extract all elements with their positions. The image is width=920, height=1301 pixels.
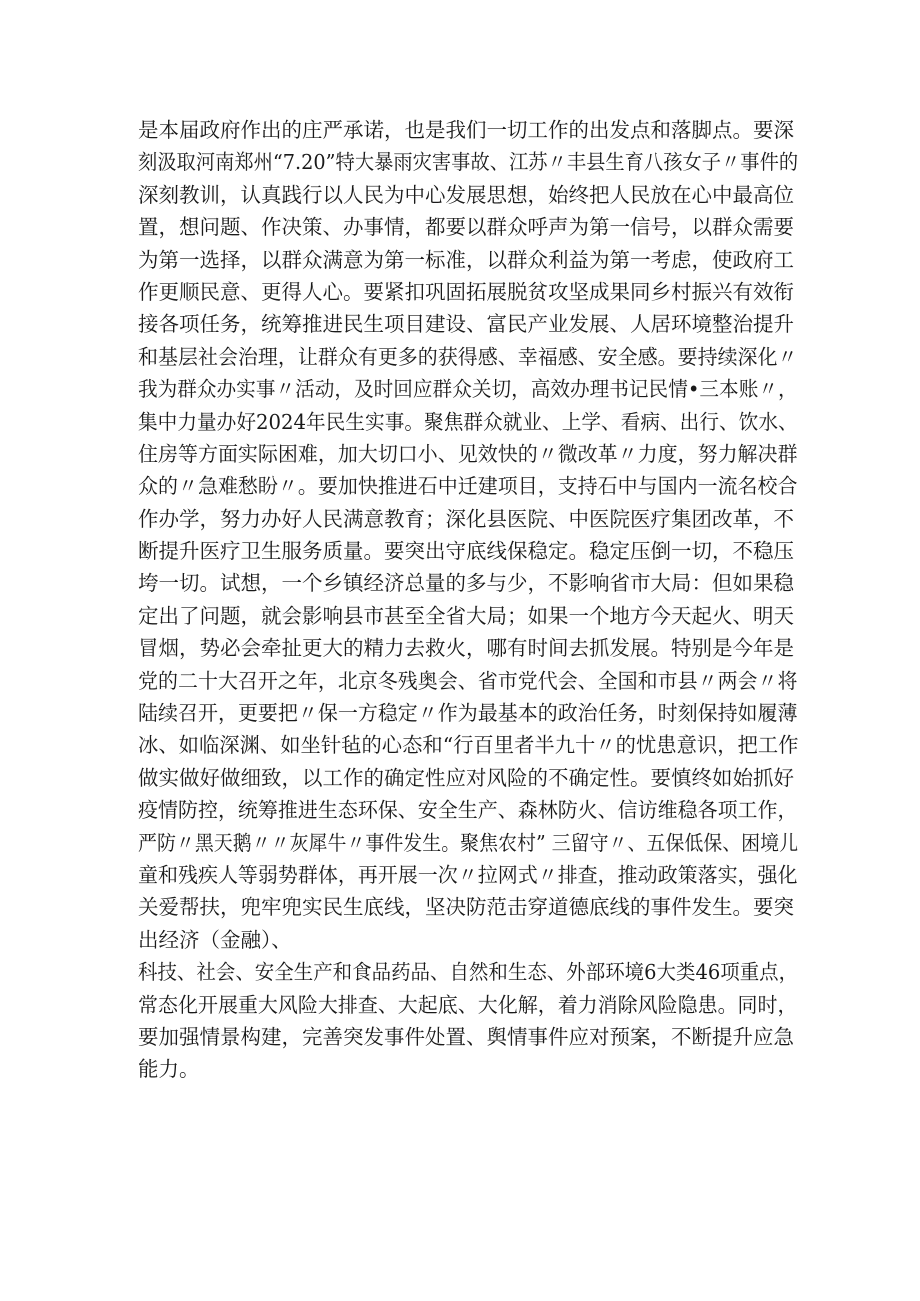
text-line: 集中力量办好2024年民生实事。聚焦群众就业、上学、看病、出行、饮水、 bbox=[138, 409, 798, 434]
text-line: 冒烟，势必会牵扯更大的精力去救火，哪有时间去抓发展。特别是今年是 bbox=[138, 636, 794, 661]
text-line: 住房等方面实际困难，加大切口小、见效快的〃微改革〃力度，努力解决群 bbox=[138, 441, 798, 466]
text-line: 党的二十大召开之年，北京冬残奥会、省市党代会、全国和市县〃两会〃将 bbox=[138, 668, 798, 693]
text-line: 众的〃急难愁盼〃。要加快推进石中迁建项目，支持石中与国内一流名校合 bbox=[138, 474, 798, 499]
text-line: 出经济（金融）、 bbox=[138, 927, 292, 952]
body-text bbox=[138, 114, 798, 1086]
text-line: 陆续召开，更要把〃保一方稳定〃作为最基本的政治任务，时刻保持如履薄 bbox=[138, 701, 798, 726]
text-line: 严防〃黑天鹅〃〃灰犀牛〃事件发生。聚焦农村” 三留守〃、五保低保、困境儿 bbox=[138, 830, 799, 855]
text-line: 能力。 bbox=[138, 1057, 200, 1082]
text-line: 和基层社会治理，让群众有更多的获得感、幸福感、安全感。要持续深化〃 bbox=[138, 344, 798, 369]
text-line: 做实做好做细致，以工作的确定性应对风险的不确定性。要慎终如始抓好 bbox=[138, 765, 794, 790]
text-line: 作更顺民意、更得人心。要紧扣巩固拓展脱贫攻坚成果同乡村振兴有效衔 bbox=[138, 279, 794, 304]
text-line: 疫情防控，统筹推进生态环保、安全生产、森林防火、信访维稳各项工作， bbox=[138, 798, 798, 823]
text-line: 深刻教训，认真践行以人民为中心发展思想，始终把人民放在心中最高位 bbox=[138, 182, 794, 207]
text-line: 置，想问题、作决策、办事情，都要以群众呼声为第一信号，以群众需要 bbox=[138, 215, 794, 240]
text-line: 断提升医疗卫生服务质量。要突出守底线保稳定。稳定压倒一切，不稳压 bbox=[138, 539, 794, 564]
text-line: 是本届政府作出的庄严承诺，也是我们一切工作的出发点和落脚点。要深 bbox=[138, 118, 794, 142]
text-line: 接各项任务，统筹推进民生项目建设、富民产业发展、人居环境整治提升 bbox=[138, 312, 794, 337]
text-line: 作办学，努力办好人民满意教育；深化县医院、中医院医疗集团改革，不 bbox=[138, 506, 794, 531]
text-line: 要加强情景构建，完善突发事件处置、舆情事件应对预案，不断提升应急 bbox=[138, 1024, 794, 1049]
text-line: 常态化开展重大风险大排查、大起底、大化解，着力消除风险隐患。同时， bbox=[138, 992, 798, 1017]
text-line: 冰、如临深渊、如坐针毡的心态和“行百里者半九十〃的忧患意识，把工作 bbox=[138, 733, 799, 758]
text-line: 我为群众办实事〃活动，及时回应群众关切，高效办理书记民情•三本账〃， bbox=[138, 377, 798, 402]
text-line: 刻汲取河南郑州“7.20”特大暴雨灾害事故、江苏〃丰县生育八孩女子〃事件的 bbox=[138, 150, 799, 175]
text-line: 垮一切。试想，一个乡镇经济总量的多与少，不影响省市大局：但如果稳 bbox=[138, 571, 794, 596]
text-line: 童和残疾人等弱势群体，再开展一次〃拉网式〃排查，推动政策落实，强化 bbox=[138, 862, 798, 887]
text-line: 科技、社会、安全生产和食品药品、自然和生态、外部环境6大类46项重点， bbox=[138, 960, 799, 985]
text-line: 为第一选择，以群众满意为第一标准，以群众利益为第一考虑，使政府工 bbox=[138, 247, 794, 272]
text-line: 关爱帮扶，兜牢兜实民生底线，坚决防范击穿道德底线的事件发生。要突 bbox=[138, 895, 794, 920]
text-line: 定出了问题，就会影响县市甚至全省大局；如果一个地方今天起火、明天 bbox=[138, 603, 794, 628]
